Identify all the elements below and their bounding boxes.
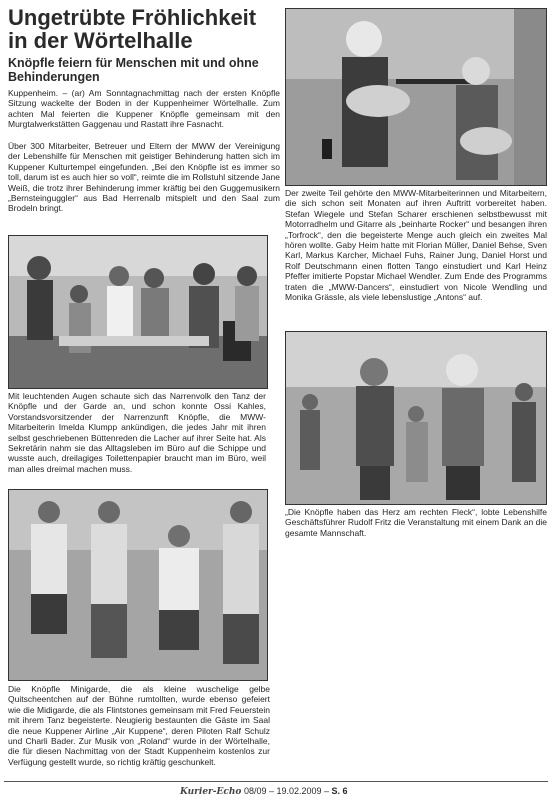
subhead-line-1: Knöpfle feiern für Menschen mit und ohne xyxy=(8,56,259,70)
footer-page-number: S. 6 xyxy=(331,786,348,796)
headline-line-1: Ungetrübte Fröhlichkeit xyxy=(8,5,257,30)
body-paragraph-6: „Die Knöpfle haben das Herz am rechten Fleck“, lobte Lebenshilfe Geschäftsführer Rudolf Fritz die Veranstaltung mit einem Dank an die gesamte Mannschaft. xyxy=(285,507,547,538)
photo-carnival-stage xyxy=(8,235,268,389)
photo-rockers-guitars xyxy=(285,8,547,186)
subhead-line-2: Behinderungen xyxy=(8,70,100,84)
body-paragraph-3: Mit leuchtenden Augen schaute sich das Narrenvolk den Tanz der Knöpfle und der Garde an, und schon konnte Ossi Kahles, Vorstandsvorsitzender der Narrenzunft Knöpfle, die MWW-Mitarbeiterin Imelda Klumpp ankündigen, die jedes Jahr mit ihren selbst geschriebenen Büttenreden die Lacher auf ihrer Seite hat. Als Sekretärin nahm sie das Alltagsleben im Büro auf die Schippe und wusste auch, dreilagiges Toilettenpapier braucht man im Büro, weil man alles dreimal machen muss. xyxy=(8,391,266,474)
photo-tango-dancers-graphic xyxy=(286,332,546,504)
footer-issue: 08/09 – 19.02.2009 – xyxy=(243,786,330,796)
page-footer xyxy=(180,785,348,798)
footer-rule xyxy=(4,781,548,782)
footer-brand: Kurier-Echo xyxy=(180,787,242,797)
article-headline xyxy=(8,6,280,52)
photo-costumed-dancers-graphic xyxy=(9,490,267,680)
body-paragraph-2: Über 300 Mitarbeiter, Betreuer und Eltern der MWW der Vereinigung der Lebenshilfe für Menschen mit geistiger Behinderung hatten sich im Kuppener Kulturtempel eingefunden. „Bei den Knöpfle ist es immer so toll, darum ist es auch hier so voll“, reimte die im Rollstuhl sitzende Jane Weiß, die trotz ihrer Behinderung immer kräftig bei den Guggemusikern „Bernsteinguggler“ aus Bad Herrenalb mitspielt und den Saal zum Brodeln bringt. xyxy=(8,141,280,214)
headline-line-2: in der Wörtelhalle xyxy=(8,28,193,53)
body-paragraph-5: Der zweite Teil gehörte den MWW-Mitarbeiterinnen und Mitarbeitern, die sich schon seit Monaten auf ihren Auftritt vorbereitet haben. Stefan Wiegele und Stefan Scharer erschienen selbstbewusst mit Motorradhelm und Gitarre als „beinharte Rocker“ und besangen ihren „Torfrock“, den die begeisterte Menge auch gleich ein zweites Mal hören wollte. Gaby Heim hatte mit Florian Müller, Daniel Behse, Sven Karl, Markus Karcher, Michael Fuhs, Rainer Jung, Daniel Horst und Rolf Deutschmann einen flotten Tango einstudiert und Karl Heinz Pfeffer imitierte Popstar Michael Wendler. Zum Ende des Programms traten die „MWW-Dancers“, einstudiert von Nicole Wendling und Monika Grässle, als viele lebenslustige „Antons“ auf. xyxy=(285,188,547,303)
photo-tango-dancers xyxy=(285,331,547,505)
photo-costumed-dancers xyxy=(8,489,268,681)
photo-carnival-stage-graphic xyxy=(9,236,267,388)
article-subhead xyxy=(8,56,280,84)
intro-paragraph: Kuppenheim. – (ar) Am Sonntagnachmittag nach der ersten Knöpfle Sitzung wackelte der Boden in der Kuppenheimer Wörtelhalle. Zum achten Mal feierten die Kuppener Knöpfle gemeinsam mit den Murgtalwerkstätten Gaggenau und Rastatt ihre Fasnacht. xyxy=(8,88,280,130)
body-paragraph-4: Die Knöpfle Minigarde, die als kleine wuschelige gelbe Quitscheentchen auf der Bühne rumtollten, wurde ebenso gefeiert wie die Midigarde, die als Flintstones gemeinsam mit Fred Feuerstein mit ihrem Tanz begeisterte. Neugierig bestaunten die Gäste im Saal die neue Kuppener Airline „Air Kuppene“, deren Piloten Ralf Schulz und Charli Bader. Zur Musik von „Roland“ wurde in der Wörtelhalle, die für diesen Nachmittag von der Stadt Kuppenheim kostenlos zur Verfügung gestellt wurde, so richtig kräftig geschunkelt. xyxy=(8,684,270,767)
photo-rockers-guitars-graphic xyxy=(286,9,546,185)
